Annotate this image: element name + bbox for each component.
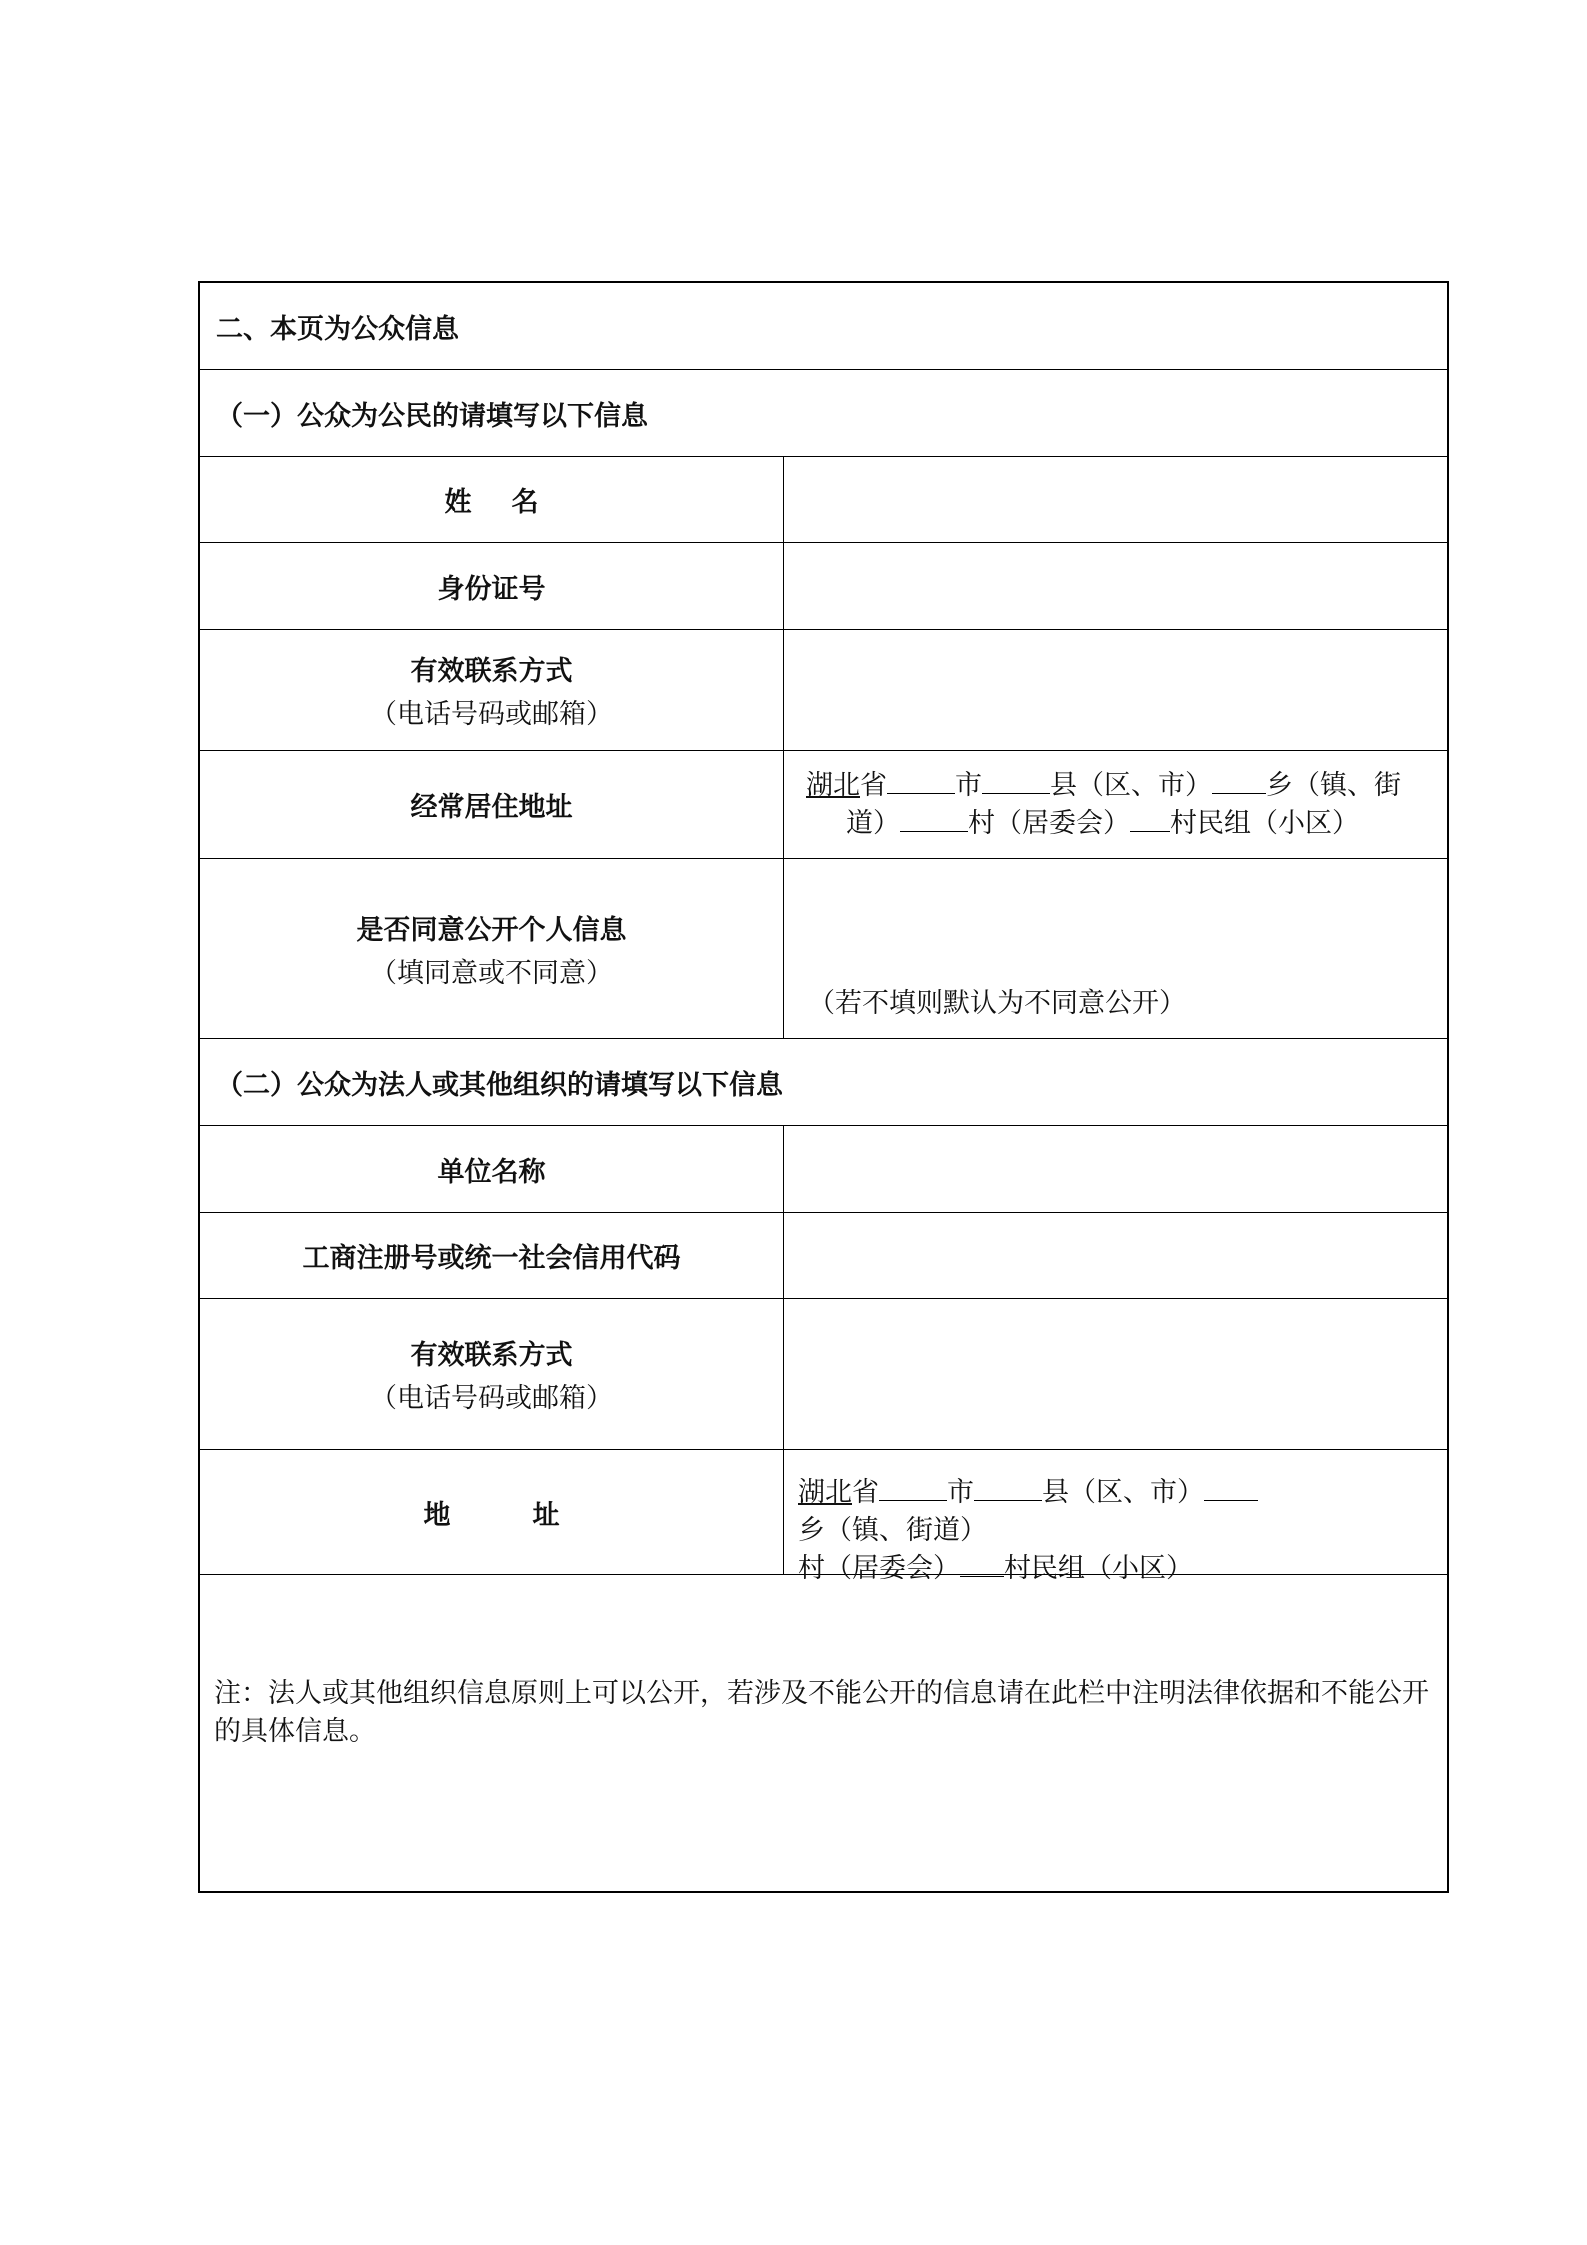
section-title: 二、本页为公众信息 [216,313,459,345]
consent-row [200,859,1447,1039]
org-header-row [200,1039,1447,1126]
org-contact-field[interactable] [784,1299,1447,1449]
org-address-line-2: 村（居委会） 村民组（小区） [798,1553,1193,1584]
residence-line-1: 湖北省 市 县（区、市） 乡（镇、街 [806,770,1401,801]
consent-label-cell [200,859,784,1038]
reg-label-cell [200,1213,784,1298]
unit-row [200,1126,1447,1213]
citizen-contact-row [200,630,1447,751]
org-contact-label-cell [200,1299,784,1449]
reg-row [200,1213,1447,1299]
residence-label: 经常居住地址 [410,792,573,823]
name-label: 姓名 [444,487,579,518]
org-address-row [200,1450,1447,1584]
org-address-label-cell [200,1450,784,1574]
name-row [200,457,1447,543]
id-row [200,543,1447,630]
consent-hint: （若不填则默认为不同意公开） [808,988,1186,1019]
residence-field[interactable] [784,751,1447,858]
org-header: （二）公众为法人或其他组织的请填写以下信息 [216,1069,783,1101]
citizen-header: （一）公众为公民的请填写以下信息 [216,400,648,432]
note-row[interactable] [200,1575,1447,1891]
consent-field[interactable] [784,859,1447,1038]
consent-label: 是否同意公开个人信息 [356,914,627,946]
section-title-row [200,283,1447,370]
name-field[interactable] [784,457,1447,542]
name-label-cell [200,457,784,542]
residence-row [200,751,1447,859]
residence-line-2: 道） 村（居委会） 村民组（小区） [846,808,1359,839]
unit-label-cell [200,1126,784,1212]
org-contact-row [200,1299,1447,1450]
note-text: 注：法人或其他组织信息原则上可以公开，若涉及不能公开的信息请在此栏中注明法律依据和不能公开的具体信息。 [214,1678,1429,1747]
org-address-line-1: 湖北省 市 县（区、市）乡（镇、街道） [798,1474,1437,1550]
id-label-cell [200,543,784,629]
unit-name-field[interactable] [784,1126,1447,1212]
org-address-label: 地址 [423,1499,642,1531]
citizen-header-row [200,370,1447,457]
citizen-contact-field[interactable] [784,630,1447,750]
consent-sub: （填同意或不同意） [370,957,613,989]
citizen-contact-sub: （电话号码或邮箱） [370,699,613,730]
reg-code-field[interactable] [784,1213,1447,1298]
unit-label: 单位名称 [437,1156,546,1188]
residence-label-cell [200,751,784,858]
org-contact-label: 有效联系方式 [410,1340,573,1371]
citizen-contact-label-cell [200,630,784,750]
reg-label: 工商注册号或统一社会信用代码 [302,1243,681,1274]
org-address-field[interactable] [784,1450,1447,1584]
id-label: 身份证号 [437,573,546,605]
citizen-contact-label: 有效联系方式 [410,656,573,687]
public-info-form [198,281,1449,1893]
org-contact-sub: （电话号码或邮箱） [370,1383,613,1414]
id-number-field[interactable] [784,543,1447,629]
